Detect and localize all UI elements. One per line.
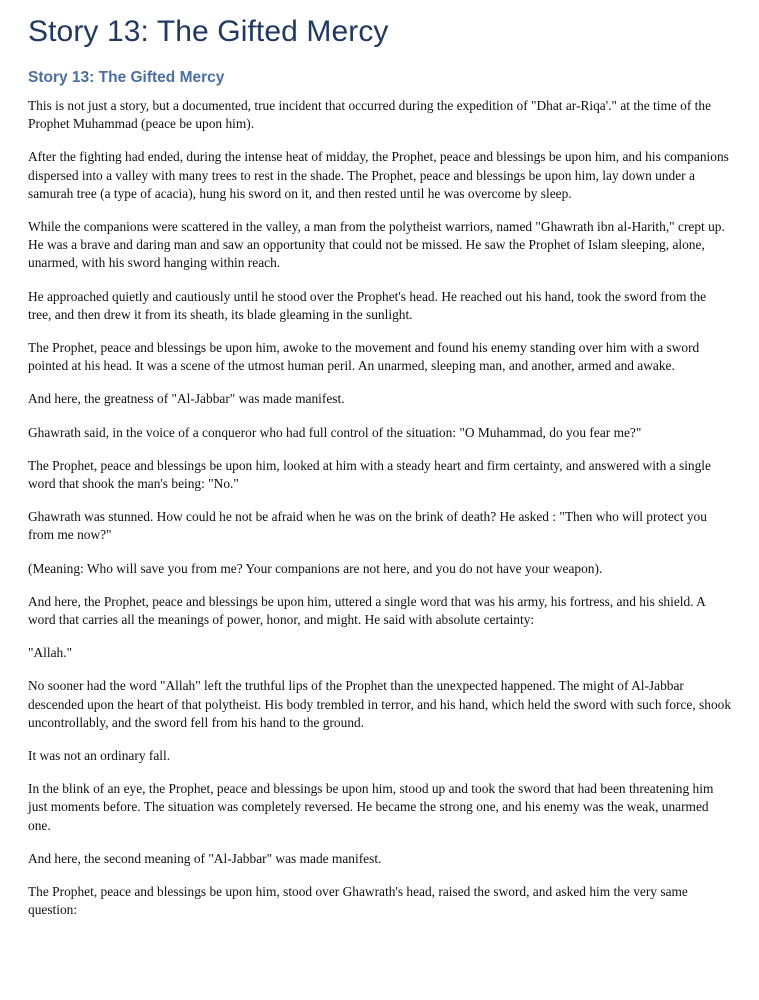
- paragraph: While the companions were scattered in the valley, a man from the polytheist warriors, named "Ghawrath ibn al-Harith," crept up. He was a brave and daring man and saw an opportunity that could not be missed. He saw the Prophet of Islam sleeping, alone, unarmed, with his sword hanging within reach.: [28, 219, 725, 271]
- paragraph: This is not just a story, but a documented, true incident that occurred during the expedition of "Dhat ar-Riqa'." at the time of the Prophet Muhammad (peace be upon him).: [28, 98, 712, 132]
- story-body: [28, 97, 732, 920]
- paragraph: After the fighting had ended, during the intense heat of midday, the Prophet, peace and blessings be upon him, and his companions dispersed into a valley with many trees to rest in the shade. The Prophet, peace and blessings be upon him, lay down under a samurah tree (a type of acacia), hung his sword on it, and then rested until he was overcome by sleep.: [28, 149, 729, 201]
- paragraph: It was not an ordinary fall.: [28, 748, 171, 764]
- document-title: Story 13: The Gifted Mercy: [28, 15, 389, 48]
- paragraph: "Allah.": [28, 645, 73, 661]
- paragraph: No sooner had the word "Allah" left the truthful lips of the Prophet than the unexpected happened. The might of Al-Jabbar descended upon the heart of that polytheist. His body trembled in terror, and his hand, which held the sword with such force, shook uncontrollably, and the sword fell from his hand to the ground.: [28, 678, 732, 730]
- paragraph: (Meaning: Who will save you from me? Your companions are not here, and you do not have your weapon).: [28, 560, 603, 576]
- paragraph: Ghawrath was stunned. How could he not be afraid when he was on the brink of death? He asked : "Then who will protect you from me now?": [28, 509, 707, 543]
- paragraph: And here, the second meaning of "Al-Jabbar" was made manifest.: [28, 850, 382, 866]
- section-heading: Story 13: The Gifted Mercy: [28, 69, 225, 86]
- paragraph: The Prophet, peace and blessings be upon him, looked at him with a steady heart and firm certainty, and answered with a single word that shook the man's being: "No.": [28, 457, 711, 492]
- paragraph: The Prophet, peace and blessings be upon him, awoke to the movement and found his enemy standing over him with a sword pointed at his head. It was a scene of the utmost human peril. An unarmed, sleeping man, and another, armed and awake.: [28, 340, 700, 374]
- paragraph: The Prophet, peace and blessings be upon him, stood over Ghawrath's head, raised the sword, and asked him the very same question:: [28, 884, 688, 918]
- document-page: [28, 0, 732, 935]
- paragraph: And here, the greatness of "Al-Jabbar" was made manifest.: [28, 391, 345, 407]
- paragraph: Ghawrath said, in the voice of a conqueror who had full control of the situation: "O Muhammad, do you fear me?": [28, 424, 642, 440]
- paragraph: In the blink of an eye, the Prophet, peace and blessings be upon him, stood up and took the sword that had been threatening him just moments before. The situation was completely reversed. He became the strong one, and his enemy was the weak, unarmed one.: [28, 781, 714, 833]
- paragraph: And here, the Prophet, peace and blessings be upon him, uttered a single word that was his army, his fortress, and his shield. A word that carries all the meanings of power, honor, and might. He said with absolute certainty:: [28, 593, 706, 628]
- paragraph: He approached quietly and cautiously until he stood over the Prophet's head. He reached out his hand, took the sword from the tree, and then drew it from its sheath, its blade gleaming in the sunlight.: [28, 288, 707, 322]
